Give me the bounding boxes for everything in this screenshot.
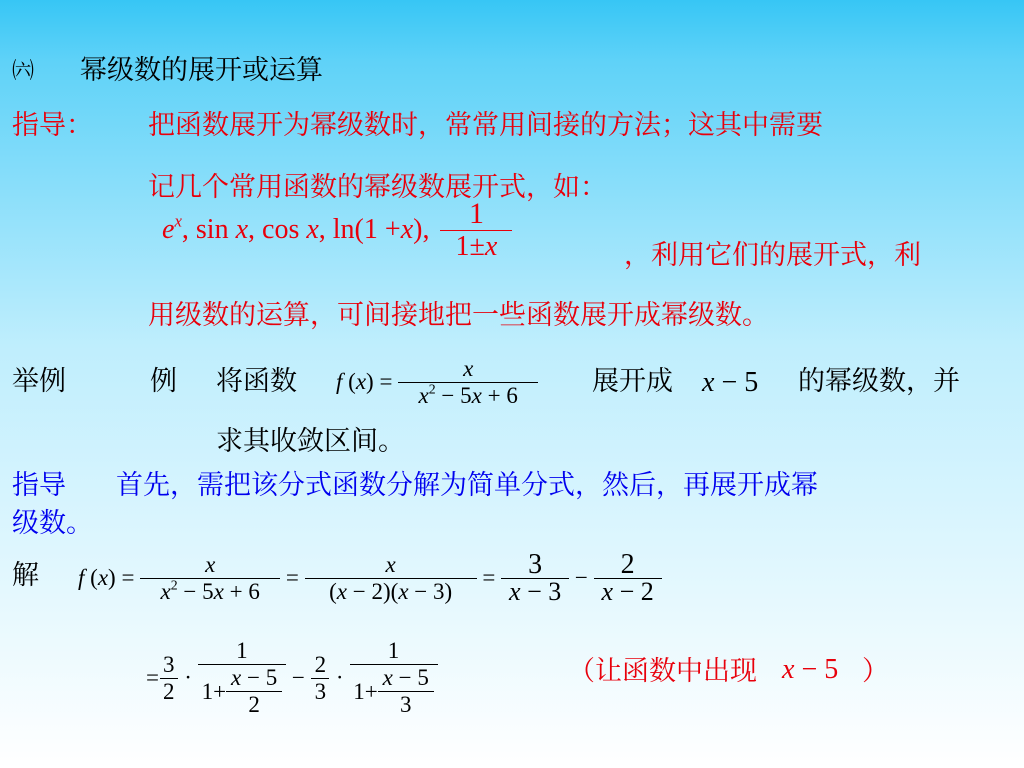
solution-label: 解: [12, 560, 39, 591]
guide1-formula-tail: ，利用它们的展开式，利: [624, 240, 921, 271]
inner-fraction-1: $\frac{x - 5}{2}$: [226, 665, 282, 718]
example-label: 举例: [12, 366, 66, 397]
note-close: ）: [862, 656, 889, 687]
guide1-line1: 把函数展开为幂级数时，常常用间接的方法；这其中需要: [148, 110, 823, 141]
solution-fraction-1: $\frac{x}{x^2 - 5x + 6}$: [140, 552, 280, 605]
note-text: （让函数中出现: [568, 656, 757, 687]
guide2-line2: 级数。: [12, 508, 93, 539]
solution-fraction-2: $\frac{x}{(x - 2)(x - 3)}$: [305, 552, 477, 605]
coefficient-2-3: $\frac{2}{3}$: [311, 652, 331, 705]
series-fraction-1: 1 1+ $\frac{x - 5}{2}$: [198, 638, 286, 718]
guide2-label: 指导: [12, 470, 66, 501]
example-text-middle: 展开成: [592, 366, 673, 397]
note-math: x − 5: [782, 654, 839, 685]
example-function-formula: f ( x ) = $\frac{x}{x^2 - 5x + 6}$: [336, 346, 538, 418]
guide1-label: 指导：: [12, 110, 93, 141]
example-fraction: $\frac{x}{x^2 - 5x + 6}$: [398, 356, 538, 409]
guide1-line2: 记几个常用函数的幂级数展开式，如：: [148, 172, 607, 203]
example-center: x − 5: [702, 367, 759, 398]
section-title: 幂级数的展开或运算: [80, 55, 323, 86]
solution-fraction-4: $\frac{2}{x - 2}$: [594, 552, 662, 605]
section-marker: ㈥: [12, 59, 35, 84]
reciprocal-fraction: $\frac{1}{1\pm x}$: [440, 198, 512, 263]
solution-line2: = $\frac{3}{2}$ · 1 1+ $\frac{x - 5}{2}$ − $\frac{2}{3}$ · 1 1+ $\frac{x - 5}{3}$: [146, 622, 438, 734]
common-functions-formula: $e^x$ , sin x , cos x , ln(1 + x ), $\frac{1}{1\pm x}$: [162, 200, 512, 260]
solution-fraction-3: $\frac{3}{x - 3}$: [501, 552, 569, 605]
inner-fraction-2: $\frac{x - 5}{3}$: [378, 665, 434, 718]
guide2-line1: 首先，需把该分式函数分解为简单分式，然后，再展开成幂: [116, 470, 818, 501]
series-fraction-2: 1 1+ $\frac{x - 5}{3}$: [349, 638, 437, 718]
solution-line1: f ( x ) = $\frac{x}{x^2 - 5x + 6}$ = $\frac{x}{(x - 2)(x - 3)}$ = $\frac{3}{x - 3}$ − $\frac{2}{x - 2}$: [78, 538, 662, 618]
example-line2: 求其收敛区间。: [216, 426, 405, 457]
example-text-after: 的幂级数，并: [798, 366, 960, 397]
example-sub-label: 例: [150, 366, 177, 397]
coefficient-3-2: $\frac{3}{2}$: [159, 652, 179, 705]
guide1-line4: 用级数的运算，可间接地把一些函数展开成幂级数。: [148, 300, 769, 331]
example-text-before: 将函数: [216, 366, 297, 397]
